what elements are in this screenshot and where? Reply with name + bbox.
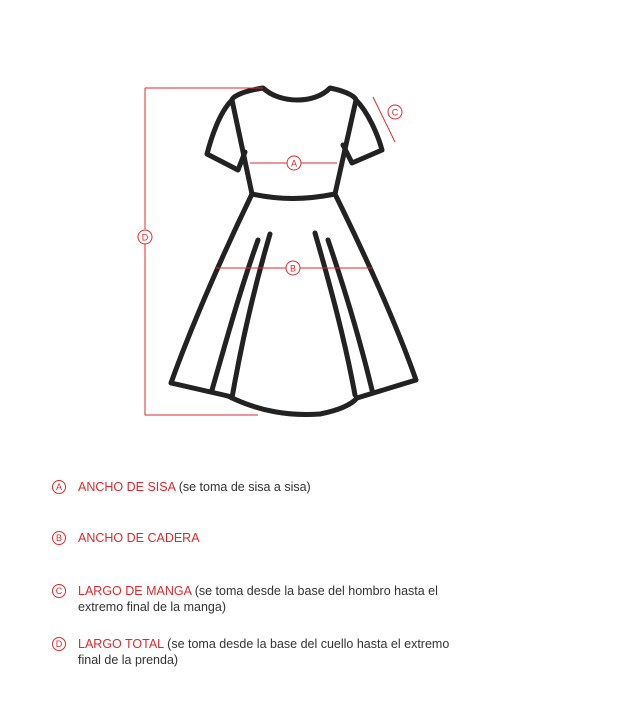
legend-text-b bbox=[78, 530, 468, 546]
marker-d bbox=[138, 230, 152, 244]
legend-desc-c: (se toma desde la base del hombro hasta el extremo final de la manga) bbox=[78, 584, 438, 614]
legend-desc-d: (se toma desde la base del cuello hasta el extremo final de la prenda) bbox=[78, 637, 450, 667]
marker-d-label: D bbox=[141, 232, 149, 243]
legend-item-c bbox=[52, 583, 468, 615]
legend-term-c: LARGO DE MANGA bbox=[78, 584, 192, 598]
legend-text-a bbox=[78, 479, 468, 495]
marker-b-label: B bbox=[289, 263, 297, 274]
legend-badge-b: B bbox=[52, 531, 66, 545]
skirt-outline bbox=[171, 194, 416, 414]
legend-term-d: LARGO TOTAL bbox=[78, 637, 164, 651]
legend-item-d bbox=[52, 636, 468, 668]
legend-text-d bbox=[78, 636, 468, 668]
marker-a bbox=[287, 156, 301, 170]
legend-badge-c: C bbox=[52, 584, 66, 598]
marker-a-label: A bbox=[290, 158, 298, 169]
legend-desc-a: (se toma de sisa a sisa) bbox=[175, 480, 311, 494]
marker-c-label: C bbox=[391, 107, 399, 118]
legend-term-a: ANCHO DE SISA bbox=[78, 480, 176, 494]
legend-item-a bbox=[52, 479, 468, 495]
measurement-lines bbox=[145, 88, 395, 415]
legend-term-b: ANCHO DE CADERA bbox=[78, 531, 200, 545]
dress-bodice-outline bbox=[232, 88, 356, 199]
legend-text-c bbox=[78, 583, 468, 615]
marker-b bbox=[286, 261, 300, 275]
marker-c bbox=[388, 105, 402, 119]
legend-badge-a: A bbox=[52, 480, 66, 494]
legend-badge-d: D bbox=[52, 637, 66, 651]
legend-item-b bbox=[52, 530, 468, 546]
dress-illustration bbox=[171, 88, 416, 414]
